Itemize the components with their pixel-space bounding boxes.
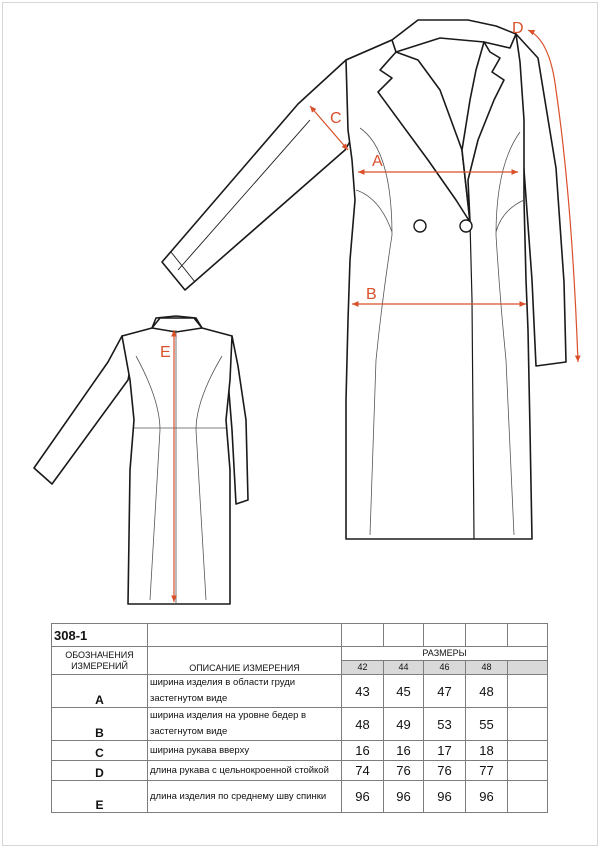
table-row [52,761,548,781]
label-d: D [512,20,524,37]
row-value: 48 [466,675,508,708]
row-description: длина изделия по среднему шву спинки [148,781,342,813]
row-value: 77 [466,761,508,781]
size-46: 46 [424,661,466,675]
row-code: B [52,708,148,741]
row-value: 74 [342,761,384,781]
description-header: ОПИСАНИЕ ИЗМЕРЕНИЯ [148,647,342,675]
button-right [460,220,472,232]
row-code: C [52,741,148,761]
table-header-row [52,647,548,661]
row-code: D [52,761,148,781]
back-view [34,316,248,604]
row-value: 49 [384,708,424,741]
label-b: B [366,286,377,303]
row-value: 47 [424,675,466,708]
row-description: ширина изделия на уровне бедер в застегнутом виде [148,708,342,741]
row-value: 17 [424,741,466,761]
row-code: A [52,675,148,708]
back-left-sleeve [34,336,132,484]
size-44: 44 [384,661,424,675]
row-value: 76 [424,761,466,781]
row-value: 48 [342,708,384,741]
row-value: 16 [342,741,384,761]
back-body [122,316,232,604]
table-row [52,781,548,813]
label-e: E [160,344,171,361]
row-code: E [52,781,148,813]
button-left [414,220,426,232]
model-number: 308-1 [52,624,148,647]
table-title-row [52,624,548,647]
sizes-header: РАЗМЕРЫ [342,647,548,661]
row-description: ширина изделия в области груди застегнутом виде [148,675,342,708]
size-48: 48 [466,661,508,675]
label-a: A [372,153,383,170]
row-value: 43 [342,675,384,708]
row-value: 76 [384,761,424,781]
measurements-table [51,623,548,813]
table-row [52,741,548,761]
label-c: C [330,110,342,127]
row-value: 55 [466,708,508,741]
row-value: 96 [424,781,466,813]
row-value: 16 [384,741,424,761]
row-value: 45 [384,675,424,708]
row-value: 18 [466,741,508,761]
back-collar [152,318,202,332]
row-description: ширина рукава вверху [148,741,342,761]
row-value: 53 [424,708,466,741]
table-row [52,675,548,708]
row-value: 96 [342,781,384,813]
row-value: 96 [384,781,424,813]
designation-header: ОБОЗНАЧЕНИЯ ИЗМЕРЕНИЙ [52,647,148,675]
size-42: 42 [342,661,384,675]
row-description: длина рукава с цельнокроенной стойкой [148,761,342,781]
row-value: 96 [466,781,508,813]
table-row [52,708,548,741]
